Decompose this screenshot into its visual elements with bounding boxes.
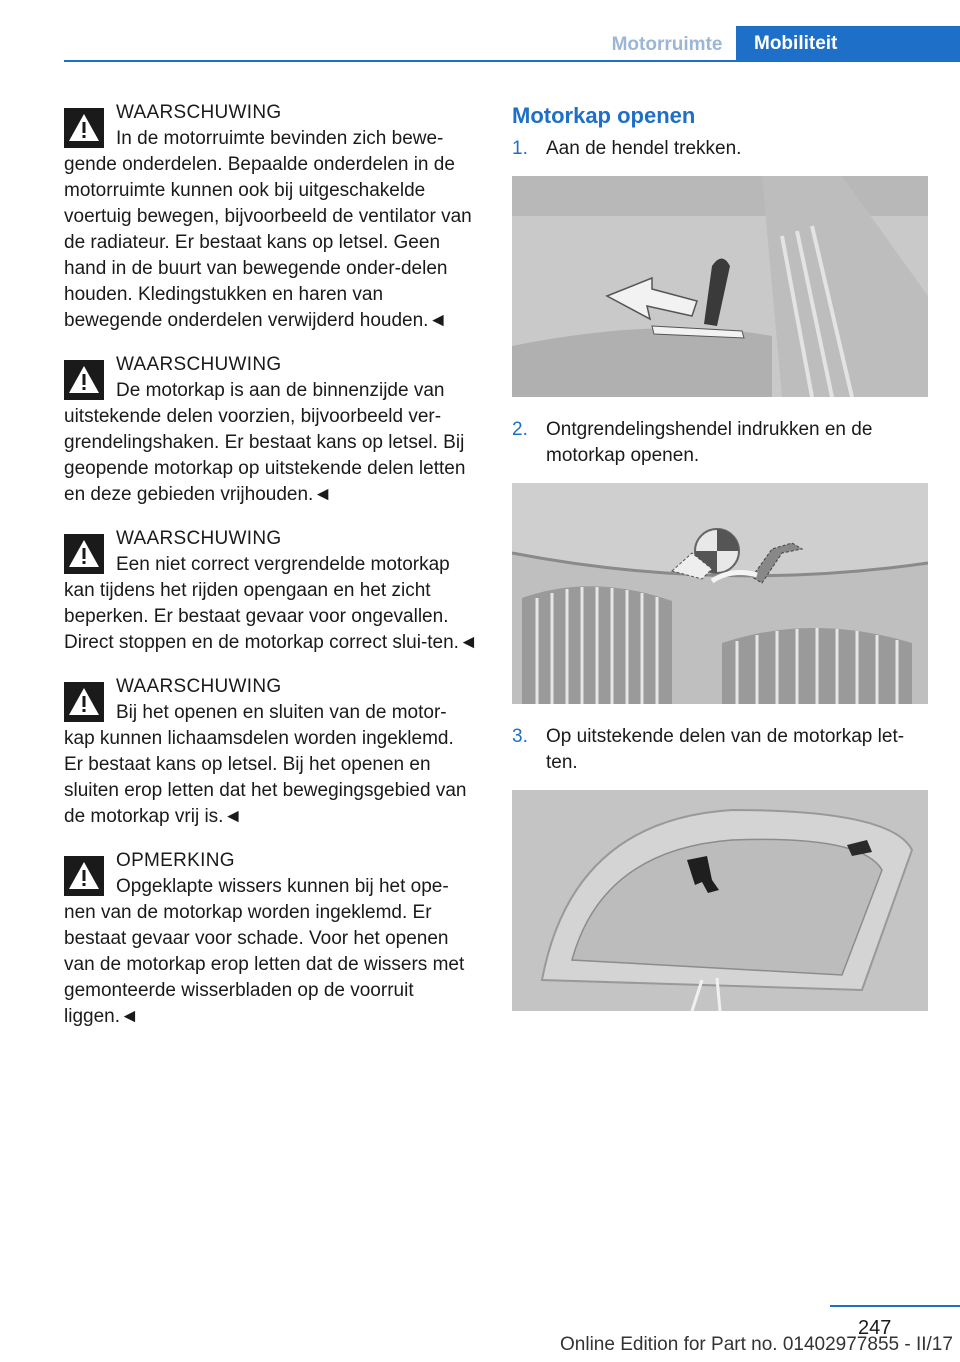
warning-text: Bij het openen en sluiten van de motor- kap kunnen lichaamsdelen worden ingeklemd. Er bestaat kans op letsel. Bij het openen en sluiten erop letten dat het bewegingsgebied van de motorkap vrij is.◄	[64, 702, 467, 827]
step-item	[512, 136, 928, 162]
warning-title: WAARSCHUWING	[116, 528, 282, 549]
warning-block	[64, 526, 478, 656]
header-section-tab[interactable]: Motorruimte	[611, 34, 723, 55]
footer-rule	[830, 1305, 960, 1307]
warning-block	[64, 352, 478, 508]
section-title: Motorkap openen	[512, 103, 696, 128]
hood-underside-photo	[512, 790, 928, 1011]
notice-title: OPMERKING	[116, 850, 235, 871]
header-chapter-tab[interactable]: Mobiliteit	[736, 26, 960, 62]
step-number: 2.	[512, 419, 528, 440]
warning-triangle-icon	[64, 108, 104, 148]
warning-text: Een niet correct vergrendelde motorkap kan tijdens het rijden opengaan en het zicht beperken. Er bestaat gevaar voor ongevallen. Direct stoppen en de motorkap correct slui-ten.◄	[64, 554, 478, 653]
warning-title: WAARSCHUWING	[116, 676, 282, 697]
warning-block	[64, 100, 478, 334]
warning-triangle-icon	[64, 682, 104, 722]
step-item	[512, 417, 928, 469]
step-number: 3.	[512, 726, 528, 747]
warning-text: De motorkap is aan de binnenzijde van uitstekende delen voorzien, bijvoorbeeld ver-grendelingshaken. Er bestaat kans op letsel. Bij geopende motorkap op uitstekende delen letten en deze gebieden vrijhouden.◄	[64, 380, 466, 505]
warning-text: In de motorruimte bevinden zich bewe- gende onderdelen. Bepaalde onderdelen in de motorruimte kunnen ook bij uitgeschakelde voertuig bewegen, bijvoorbeeld de ventilator van de radiateur. Er bestaat kans op letsel. Geen hand in de buurt van bewegende onder-delen houden. Kledingstukken en haren van bewegende onderdelen verwijderd houden.◄	[64, 128, 472, 331]
step-text: Ontgrendelingshendel indrukken en de motorkap openen.	[546, 419, 873, 466]
hood-release-lever-photo	[512, 176, 928, 397]
warning-triangle-icon	[64, 534, 104, 574]
warning-block	[64, 674, 478, 830]
warning-triangle-icon	[64, 856, 104, 896]
warning-title: WAARSCHUWING	[116, 102, 282, 123]
notice-block	[64, 848, 478, 1030]
warnings-column	[64, 100, 478, 1048]
page-number: 247	[858, 1317, 892, 1339]
notice-text: Opgeklapte wissers kunnen bij het ope- nen van de motorkap worden ingeklemd. Er bestaat gevaar voor schade. Voor het openen van de motorkap erop letten dat de wissers met gemonteerde wisserbladen op de voorruit liggen.◄	[64, 876, 465, 1027]
instructions-column	[512, 100, 928, 1031]
step-item	[512, 724, 928, 776]
hood-unlock-photo	[512, 483, 928, 704]
header-rule	[64, 60, 960, 62]
step-text: Op uitstekende delen van de motorkap let-ten.	[546, 726, 905, 773]
warning-triangle-icon	[64, 360, 104, 400]
step-number: 1.	[512, 138, 528, 159]
warning-title: WAARSCHUWING	[116, 354, 282, 375]
edition-note: Online Edition for Part no. 01402977855 - II/17	[560, 1334, 953, 1355]
step-text: Aan de hendel trekken.	[546, 138, 742, 159]
